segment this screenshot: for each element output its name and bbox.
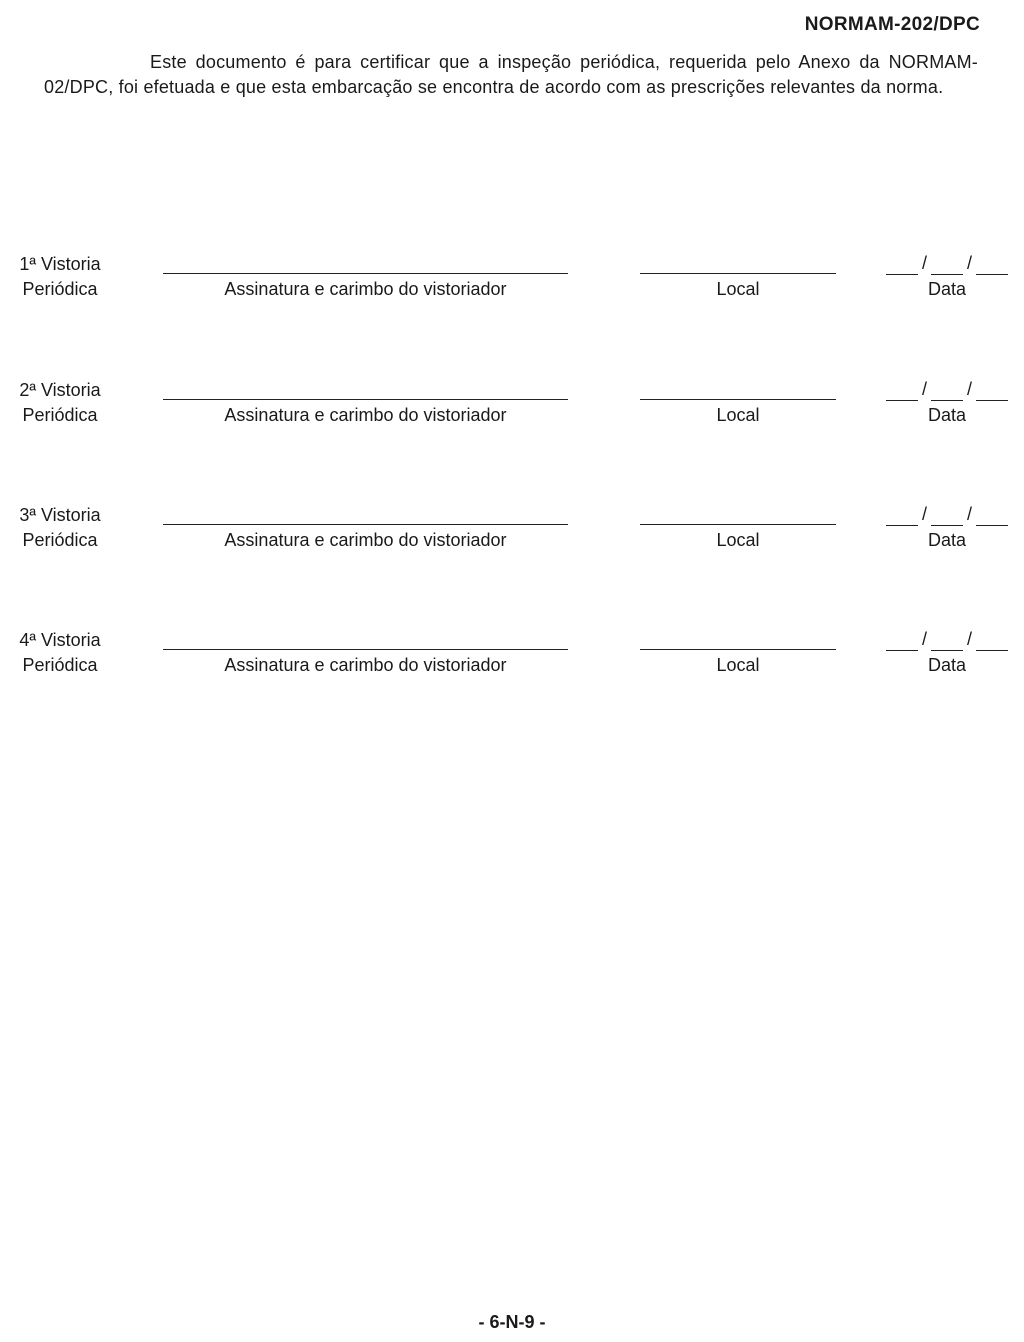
inspection-row-4 xyxy=(0,628,1024,688)
signature-line[interactable] xyxy=(163,649,568,650)
certification-paragraph: Este documento é para certificar que a inspeção periódica, requerida pelo Anexo da NORMAM-02/DPC, foi efetuada e que esta embarcação se encontra de acordo com as prescrições relevantes da norma. xyxy=(44,52,978,97)
inspection-type: Periódica xyxy=(22,279,98,299)
signature-line[interactable] xyxy=(163,273,568,274)
inspection-label xyxy=(8,378,112,428)
inspection-type: Periódica xyxy=(22,405,98,425)
local-line[interactable] xyxy=(640,399,836,400)
inspection-row-2 xyxy=(0,378,1024,438)
date-caption: Data xyxy=(927,655,967,675)
local-line[interactable] xyxy=(640,273,836,274)
date-line[interactable]: / / xyxy=(886,627,1008,651)
inspection-row-1 xyxy=(0,252,1024,312)
date-caption: Data xyxy=(927,279,967,299)
page-number: - 6-N-9 - xyxy=(478,1312,546,1332)
inspection-ordinal: 4ª Vistoria xyxy=(19,630,101,650)
local-line[interactable] xyxy=(640,524,836,525)
local-caption: Local xyxy=(716,655,760,675)
inspection-label xyxy=(8,503,112,553)
date-caption: Data xyxy=(927,530,967,550)
signature-line[interactable] xyxy=(163,524,568,525)
local-line[interactable] xyxy=(640,649,836,650)
local-caption: Local xyxy=(716,405,760,425)
inspection-ordinal: 1ª Vistoria xyxy=(19,254,101,274)
inspection-ordinal: 2ª Vistoria xyxy=(19,380,101,400)
date-line[interactable]: / / xyxy=(886,377,1008,401)
signature-caption: Assinatura e carimbo do vistoriador xyxy=(224,279,507,299)
date-line[interactable]: / / xyxy=(886,251,1008,275)
inspection-ordinal: 3ª Vistoria xyxy=(19,505,101,525)
inspection-type: Periódica xyxy=(22,655,98,675)
inspection-type: Periódica xyxy=(22,530,98,550)
inspection-row-3 xyxy=(0,503,1024,563)
document-code: NORMAM-202/DPC xyxy=(804,14,980,35)
signature-caption: Assinatura e carimbo do vistoriador xyxy=(224,655,507,675)
inspection-label xyxy=(8,628,112,678)
signature-caption: Assinatura e carimbo do vistoriador xyxy=(224,530,507,550)
date-line[interactable]: / / xyxy=(886,502,1008,526)
signature-caption: Assinatura e carimbo do vistoriador xyxy=(224,405,507,425)
signature-line[interactable] xyxy=(163,399,568,400)
local-caption: Local xyxy=(716,279,760,299)
inspection-label xyxy=(8,252,112,302)
local-caption: Local xyxy=(716,530,760,550)
date-caption: Data xyxy=(927,405,967,425)
